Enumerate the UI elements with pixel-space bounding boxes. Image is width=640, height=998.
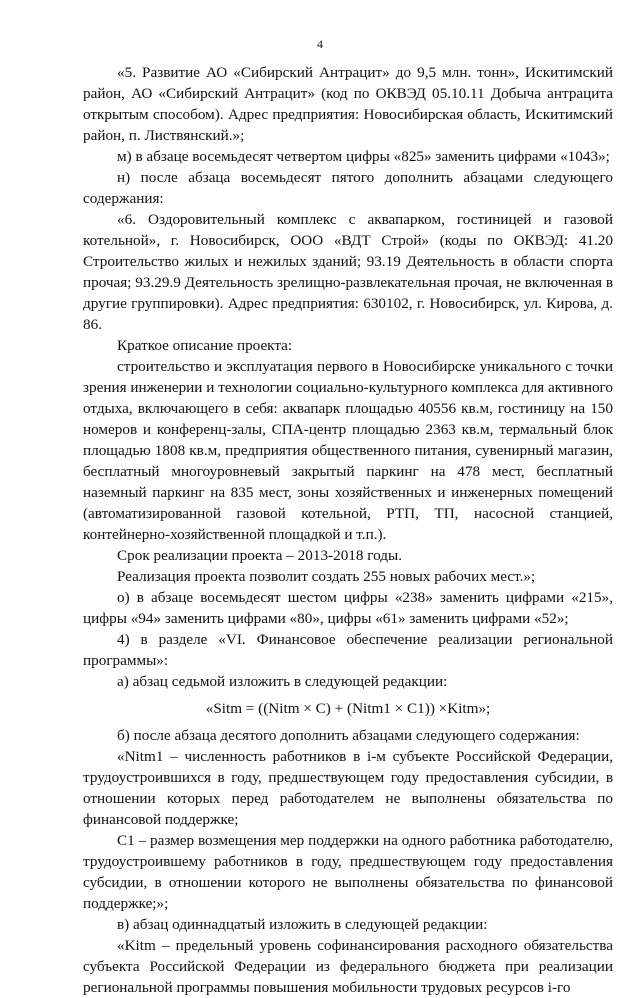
paragraph-a-amendment: а) абзац седьмой изложить в следующей редакции: [117, 673, 448, 690]
paragraph-n-amendment: н) после абзаца восемьдесят пятого дополнить абзацами следующего содержания: [83, 169, 613, 207]
paragraph-m-amendment: м) в абзаце восемьдесят четвертом цифры «825» заменить цифрами «1043»; [117, 148, 610, 165]
paragraph-project-term: Срок реализации проекта – 2013-2018 годы. [117, 547, 403, 564]
paragraph-project-jobs: Реализация проекта позволит создать 255 новых рабочих мест.»; [117, 568, 536, 585]
paragraph-v-amendment: в) абзац одиннадцатый изложить в следующей редакции: [117, 916, 488, 933]
paragraph-section-vi: 4) в разделе «VI. Финансовое обеспечение реализации региональной программы»: [83, 631, 613, 669]
paragraph-project-description: строительство и эксплуатация первого в Новосибирске уникального с точки зрения инженерии и технологии социально-культурного комплекса для активного отдыха, включающего в себя: аквапарк площадью 40556 кв.м, гостиницу на 150 номеров и конференц-залы, СПА-центр площадью 2363 кв.м, термальный блок площадью 1808 кв.м, предприятия общественного питания, сувенирный магазин, бесплатный многоуровневый закрытый паркинг на 478 мест, бесплатный наземный паркинг на 835 мест, зоны хозяйственных и инженерных помещений (автоматизированной газовой котельной, РТП, ТП, насосной станцией, контейнерно-хозяйственной площадкой и т.п.). [83, 358, 613, 543]
paragraph-o-amendment: о) в абзаце восемьдесят шестом цифры «238» заменить цифрами «215», цифры «94» заменить цифрами «80», цифры «61» заменить цифрами «52»; [83, 589, 613, 627]
formula-sitm: «Sitm = ((Nitm × C) + (Nitm1 × C1)) ×Kitm»; [205, 700, 491, 717]
paragraph-c1-definition: C1 – размер возмещения мер поддержки на одного работника работодателю, трудоустроившему работников в году, предшествующем году предоставления субсидии, в отношении которого не выполнены обязательства по финансовой поддержке;»; [83, 832, 613, 912]
paragraph-b-amendment: б) после абзаца десятого дополнить абзацами следующего содержания: [117, 727, 580, 744]
paragraph-item-5-coal: «5. Развитие АО «Сибирский Антрацит» до 9,5 млн. тонн», Искитимский район, АО «Сибирский Антрацит» (код по ОКВЭД 05.10.11 Добыча антрацита открытым способом). Адрес предприятия: Новосибирская область, Искитимский район, п. Листвянский.»; [83, 64, 613, 144]
paragraph-item-6-complex: «6. Оздоровительный комплекс с аквапарком, гостиницей и газовой котельной», г. Новосибирск, ООО «ВДТ Строй» (коды по ОКВЭД: 41.20 Строительство жилых и нежилых зданий; 93.19 Деятельность в области спорта прочая; 93.29.9 Деятельность зрелищно-развлекательная прочая, не включенная в другие группировки). Адрес предприятия: 630102, г. Новосибирск, ул. Кирова, д. 86. [83, 211, 613, 333]
paragraph-project-summary-heading: Краткое описание проекта: [117, 337, 293, 354]
paragraph-kitm-definition: «Kitm – предельный уровень софинансирования расходного обязательства субъекта Российской Федерации из федерального бюджета при реализации региональной программы повышения мобильности трудовых ресурсов i-го [83, 937, 613, 996]
document-body [83, 62, 613, 998]
page-number: 4 [317, 37, 323, 51]
paragraph-nitm1-definition: «Nitm1 – численность работников в i-м субъекте Российской Федерации, трудоустроившихся в году, предшествующем году предоставления субсидии, в отношении которых перед работодателем не выполнены обязательства по финансовой поддержке; [83, 748, 613, 828]
